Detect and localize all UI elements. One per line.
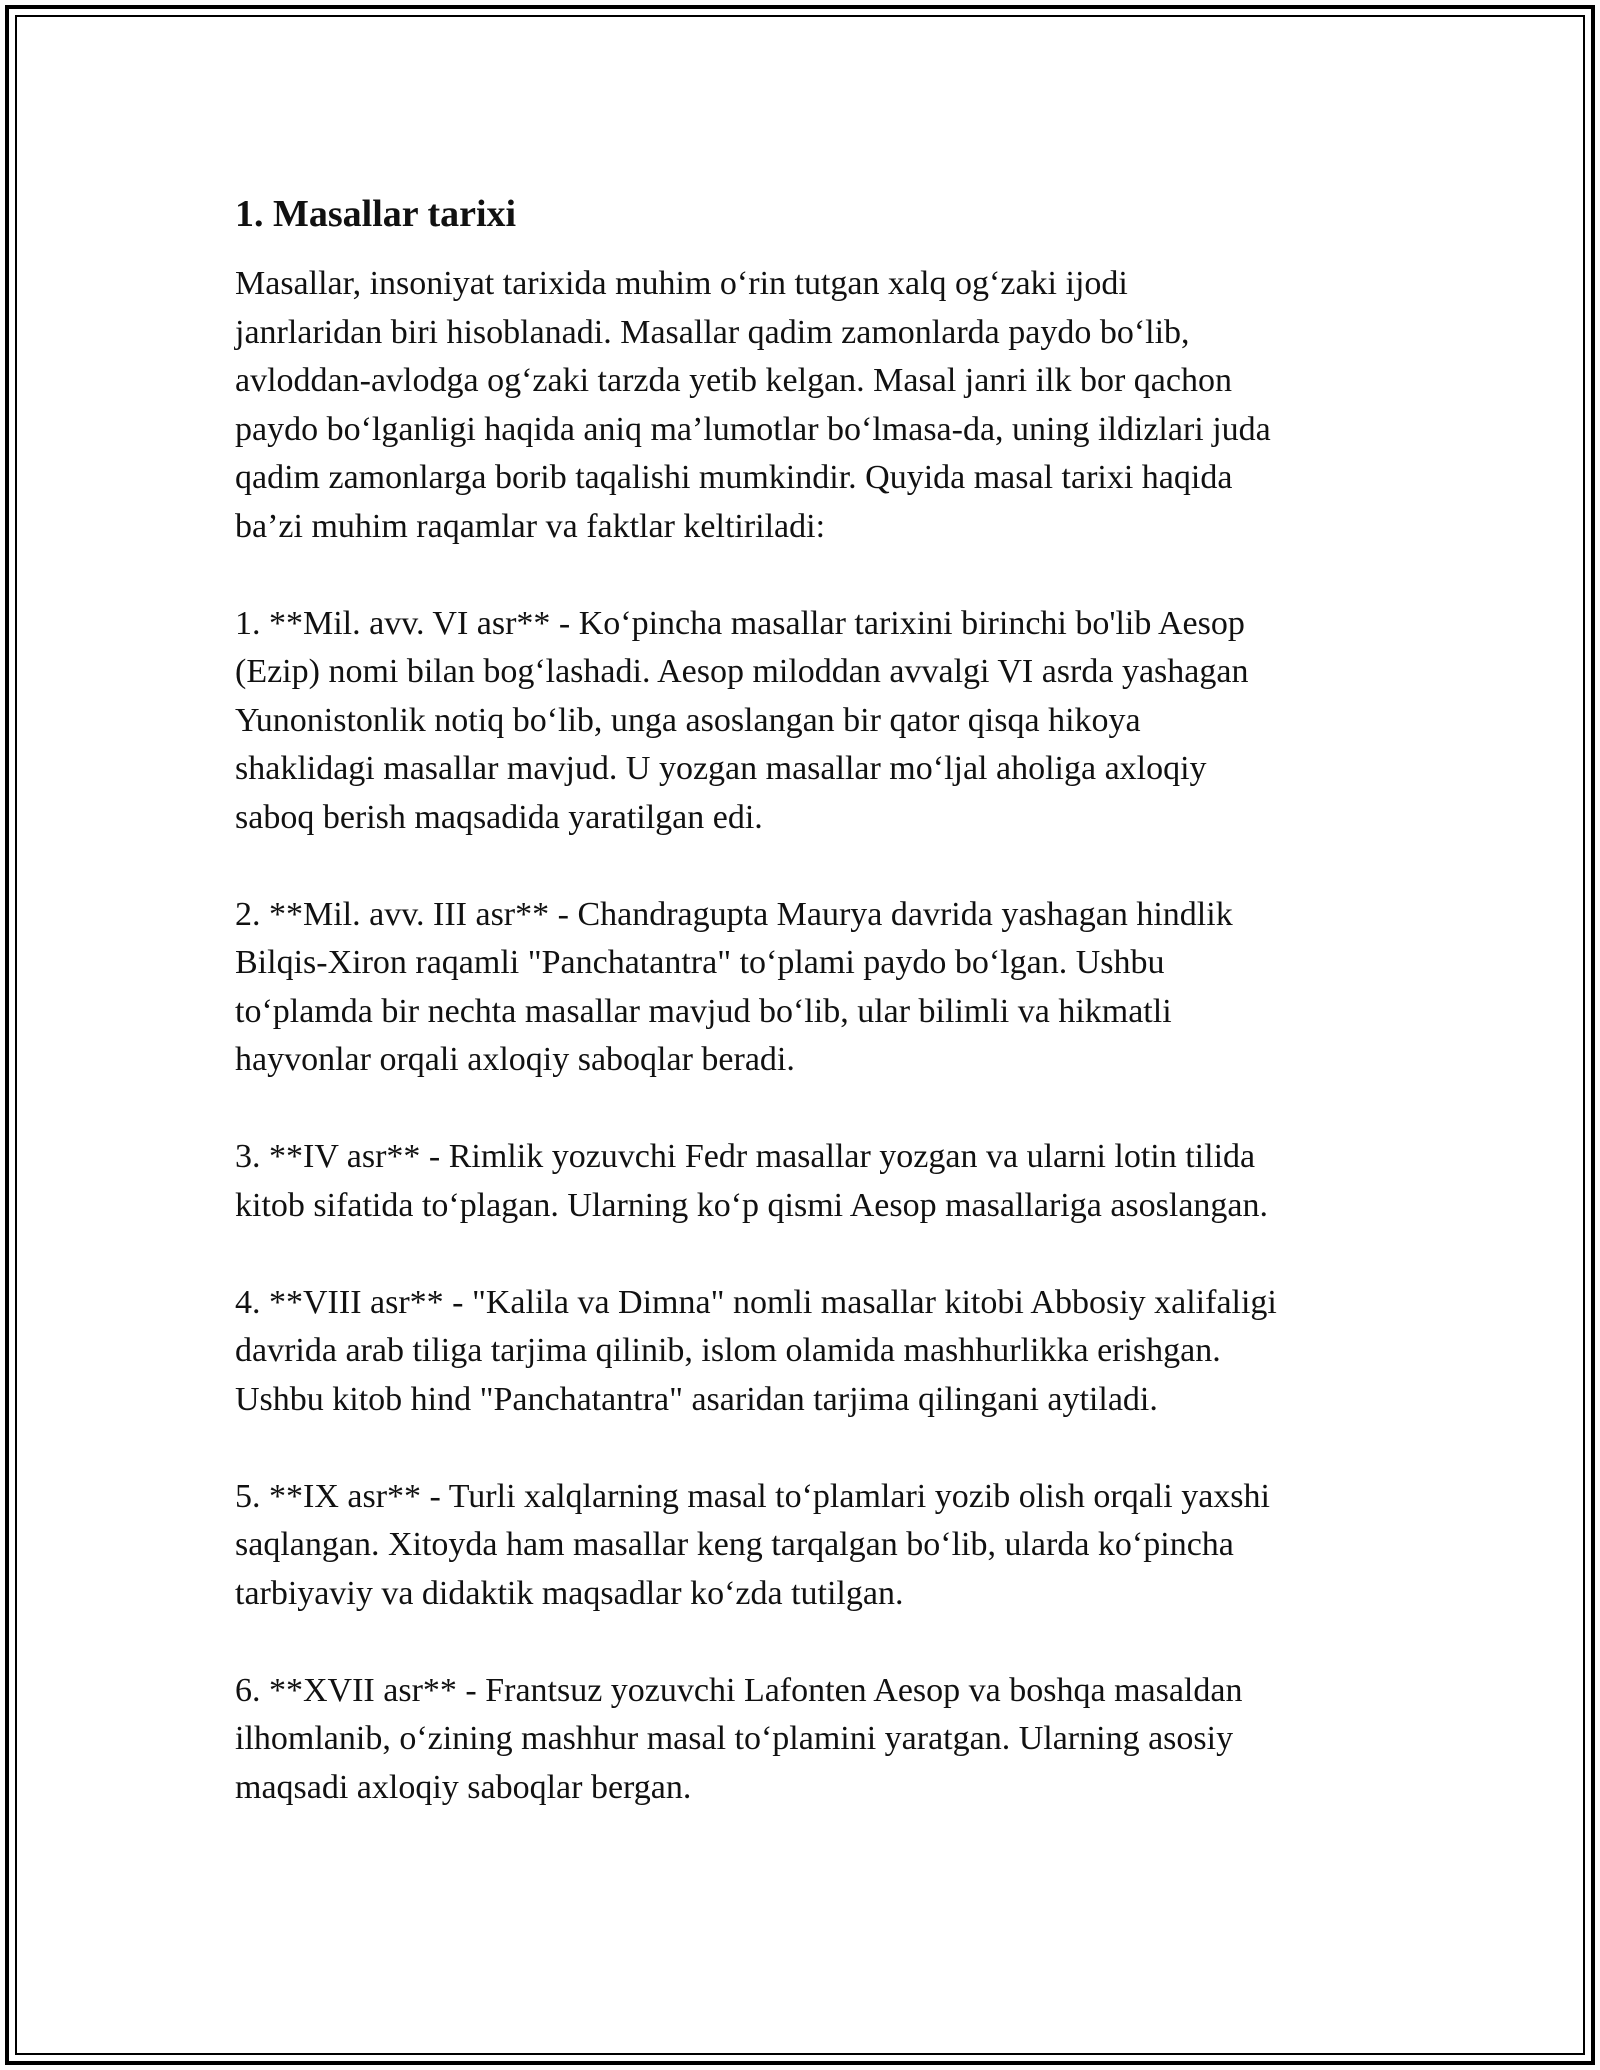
text-line: Masallar, insoniyat tarixida muhim o‘rin tutgan xalq og‘zaki ijodi xyxy=(235,265,1128,302)
list-item-paragraph xyxy=(235,600,1375,843)
text-line: 1. **Mil. avv. VI asr** - Ko‘pincha masallar tarixini birinchi bo'lib Aesop xyxy=(235,604,1245,642)
text-line: 4. **VIII asr** - "Kalila va Dimna" nomli masallar kitobi Abbosiy xalifaligi xyxy=(235,1283,1277,1321)
text-line: davrida arab tiliga tarjima qilinib, islom olamida mashhurlikka erishgan. xyxy=(235,1332,1221,1369)
text-line: Yunonistonlik notiq bo‘lib, unga asoslangan bir qator qisqa hikoya xyxy=(235,701,1141,739)
list-item-paragraph xyxy=(235,1473,1375,1619)
text-line: (Ezip) nomi bilan bog‘lashadi. Aesop miloddan avvalgi VI asrda yashagan xyxy=(235,653,1249,690)
list-item-paragraph xyxy=(235,1279,1375,1425)
text-line: maqsadi axloqiy saboqlar bergan. xyxy=(235,1768,692,1806)
text-line: ba’zi muhim raqamlar va faktlar keltiriladi: xyxy=(235,507,826,545)
list-item-paragraph xyxy=(235,1667,1375,1813)
text-line: paydo bo‘lganligi haqida aniq ma’lumotlar bo‘lmasa-da, uning ildizlari juda xyxy=(235,410,1271,448)
list-item-paragraph xyxy=(235,1133,1375,1230)
text-line: avloddan-avlodga og‘zaki tarzda yetib kelgan. Masal janri ilk bor qachon xyxy=(235,362,1232,399)
text-line: kitob sifatida to‘plagan. Ularning ko‘p qismi Aesop masallariga asoslangan. xyxy=(235,1186,1268,1224)
text-line: qadim zamonlarga borib taqalishi mumkindir. Quyida masal tarixi haqida xyxy=(235,459,1233,496)
section-heading: 1. Masallar tarixi xyxy=(235,193,517,235)
text-line: ilhomlanib, o‘zining mashhur masal to‘plamini yaratgan. Ularning asosiy xyxy=(235,1720,1234,1757)
text-line: 3. **IV asr** - Rimlik yozuvchi Fedr masallar yozgan va ularni lotin tilida xyxy=(235,1138,1256,1175)
text-line: to‘plamda bir nechta masallar mavjud bo‘lib, ular bilimli va hikmatli xyxy=(235,992,1172,1030)
text-line: saqlangan. Xitoyda ham masallar keng tarqalgan bo‘lib, ularda ko‘pincha xyxy=(235,1526,1234,1563)
text-line: 2. **Mil. avv. III asr** - Chandragupta Maurya davrida yashagan hindlik xyxy=(235,895,1233,933)
text-line: 5. **IX asr** - Turli xalqlarning masal to‘plamlari yozib olish orqali yaxshi xyxy=(235,1477,1270,1515)
intro-paragraph xyxy=(235,260,1375,551)
text-line: Bilqis-Xiron raqamli "Panchatantra" to‘plami paydo bo‘lgan. Ushbu xyxy=(235,944,1165,981)
list-item-paragraph xyxy=(235,891,1375,1085)
text-line: janrlaridan biri hisoblanadi. Masallar qadim zamonlarda paydo bo‘lib, xyxy=(235,313,1190,351)
document-content xyxy=(235,186,1375,1861)
text-line: tarbiyaviy va didaktik maqsadlar ko‘zda tutilgan. xyxy=(235,1574,904,1612)
text-line: saboq berish maqsadida yaratilgan edi. xyxy=(235,798,763,836)
text-line: shaklidagi masallar mavjud. U yozgan masallar mo‘ljal aholiga axloqiy xyxy=(235,750,1207,787)
text-line: Ushbu kitob hind "Panchatantra" asaridan tarjima qilingani aytiladi. xyxy=(235,1380,1158,1418)
text-line: 6. **XVII asr** - Frantsuz yozuvchi Lafonten Aesop va boshqa masaldan xyxy=(235,1671,1243,1709)
text-line: hayvonlar orqali axloqiy saboqlar beradi. xyxy=(235,1041,795,1078)
